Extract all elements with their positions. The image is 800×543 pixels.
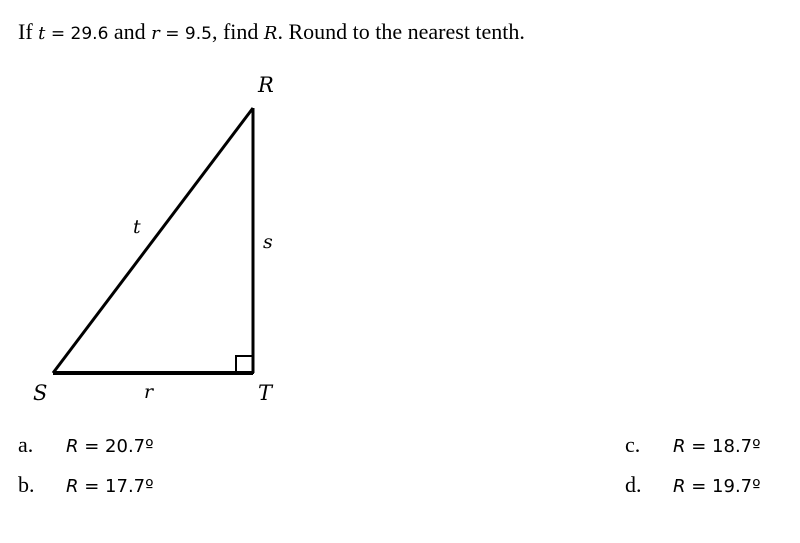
question-suffix: . Round to the nearest tenth. bbox=[277, 19, 525, 44]
side-t-label: t bbox=[133, 216, 141, 238]
side-r-label: r bbox=[144, 381, 154, 403]
side-s-label: s bbox=[263, 231, 273, 253]
choice-b-variable: R bbox=[66, 476, 79, 497]
choice-a-value: = 20.7º bbox=[84, 436, 154, 457]
choice-b[interactable] bbox=[18, 472, 154, 498]
vertex-S-label: S bbox=[33, 381, 48, 405]
variable-t: t bbox=[38, 23, 46, 44]
choice-d-value: = 19.7º bbox=[691, 476, 761, 497]
question-find: , find bbox=[211, 19, 259, 44]
choice-c-value: = 18.7º bbox=[691, 436, 761, 457]
variable-r: r bbox=[151, 23, 160, 44]
right-angle-marker bbox=[236, 356, 253, 373]
given-r-value: = 9.5 bbox=[165, 24, 212, 44]
question-and: and bbox=[113, 19, 146, 44]
vertex-R-label: R bbox=[258, 73, 274, 97]
side-t-line bbox=[53, 108, 253, 373]
choice-c[interactable] bbox=[625, 432, 761, 458]
choice-d-variable: R bbox=[673, 476, 686, 497]
choice-d-letter: d. bbox=[625, 472, 642, 497]
choice-b-value: = 17.7º bbox=[84, 476, 154, 497]
choice-b-letter: b. bbox=[18, 472, 35, 497]
choice-a-letter: a. bbox=[18, 432, 34, 457]
given-t-value: = 29.6 bbox=[50, 24, 109, 44]
choice-c-letter: c. bbox=[625, 432, 641, 457]
vertex-T-label: T bbox=[258, 381, 273, 405]
question-prefix: If bbox=[18, 19, 33, 44]
choice-a-variable: R bbox=[66, 436, 79, 457]
choice-a[interactable] bbox=[18, 432, 154, 458]
choice-c-variable: R bbox=[673, 436, 686, 457]
variable-R: R bbox=[263, 23, 278, 44]
choice-d[interactable] bbox=[625, 472, 761, 498]
